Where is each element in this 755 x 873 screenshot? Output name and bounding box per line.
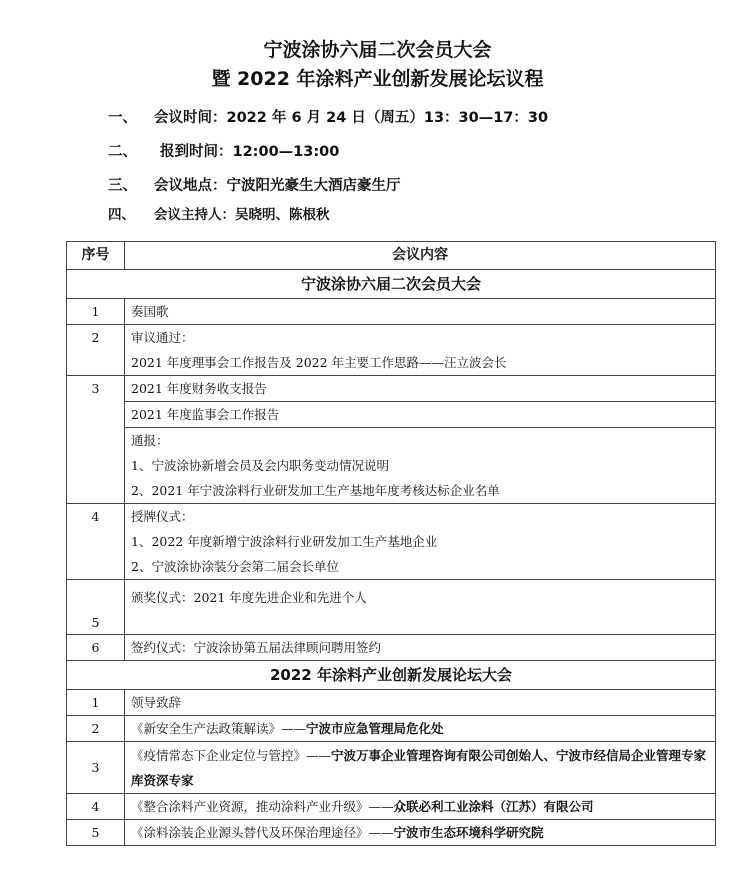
table-row [67, 325, 716, 376]
info-time [108, 106, 548, 127]
row-content [125, 325, 716, 376]
table-row [67, 299, 716, 325]
section2-title: 2022 年涂料产业创新发展论坛大会 [67, 661, 716, 690]
row-content [125, 376, 716, 402]
row-content [125, 428, 716, 504]
row-index: 5 [67, 580, 125, 635]
info-text: 会议地点：宁波阳光豪生大酒店豪生厅 [154, 178, 401, 194]
talk-speaker: 众联必利工业涂料（江苏）有限公司 [393, 799, 594, 814]
row-index: 1 [67, 690, 125, 716]
content-line: 授牌仪式： [131, 509, 194, 524]
table-header-row [67, 242, 716, 270]
row-content [125, 580, 716, 635]
row-content [125, 690, 716, 716]
table-row [67, 402, 716, 428]
info-text: 会议时间：2022 年 6 月 24 日（周五）13：30—17：30 [154, 110, 549, 126]
table-row [67, 820, 716, 846]
talk-speaker: 宁波万事企业管理咨询有限公司创始人、宁波市经信局企业管理专家库资深专家 [131, 747, 707, 788]
talk-speaker: 宁波市生态环境科学研究院 [393, 825, 544, 840]
info-num: 四、 [108, 207, 135, 223]
col-header-content: 会议内容 [125, 242, 716, 270]
content-line: 2、2021 年宁波涂料行业研发加工生产基地年度考核达标企业名单 [131, 483, 500, 498]
row-content [125, 716, 716, 742]
content-line [131, 716, 709, 741]
row-content [125, 504, 716, 580]
row-content [125, 794, 716, 820]
col-header-index: 序号 [67, 242, 125, 270]
table-row [67, 580, 716, 635]
section-row [67, 270, 716, 299]
content-line: 2021 年度财务收支报告 [131, 381, 267, 396]
info-text: 报到时间：12:00—13:00 [160, 144, 340, 160]
content-line: 领导致辞 [131, 695, 182, 710]
table-row [67, 635, 716, 661]
agenda-table [66, 241, 716, 846]
table-row [67, 690, 716, 716]
info-num: 一、 [108, 110, 137, 126]
content-line [131, 743, 709, 793]
row-index: 3 [67, 742, 125, 794]
row-content [125, 742, 716, 794]
page-title-line1: 宁波涂协六届二次会员大会 [263, 39, 492, 61]
content-line: 2、宁波涂协涂装分会第二届会长单位 [131, 559, 339, 574]
content-line: 通报： [131, 433, 169, 448]
talk-topic: 《整合涂料产业资源，推动涂料产业升级》—— [131, 799, 394, 814]
row-index: 4 [67, 794, 125, 820]
content-line [131, 794, 709, 819]
info-host [108, 203, 330, 223]
table-row [67, 504, 716, 580]
row-index: 1 [67, 299, 125, 325]
content-line [131, 820, 709, 845]
info-text: 会议主持人：吴晓明、陈根秋 [154, 207, 330, 223]
row-index: 2 [67, 716, 125, 742]
table-row [67, 716, 716, 742]
content-line: 签约仪式：宁波涂协第五届法律顾问聘用签约 [131, 640, 382, 655]
info-venue [108, 174, 401, 195]
info-num: 二、 [108, 144, 137, 160]
info-num: 三、 [108, 178, 137, 194]
row-content [125, 820, 716, 846]
row-index: 4 [67, 504, 125, 580]
table-row [67, 742, 716, 794]
content-line: 颁奖仪式：2021 年度先进企业和先进个人 [131, 590, 367, 605]
row-content [125, 299, 716, 325]
talk-topic: 《疫情常态下企业定位与管控》—— [131, 747, 332, 763]
table-row [67, 376, 716, 402]
row-index: 6 [67, 635, 125, 661]
table-row [67, 428, 716, 504]
content-line: 奏国歌 [131, 304, 169, 319]
info-checkin [108, 140, 339, 161]
content-line: 2021 年度监事会工作报告 [131, 407, 280, 422]
talk-speaker: 宁波市应急管理局危化处 [306, 721, 444, 736]
content-line: 2021 年度理事会工作报告及 2022 年主要工作思路——汪立波会长 [131, 355, 507, 370]
section1-title: 宁波涂协六届二次会员大会 [67, 270, 716, 299]
row-content [125, 402, 716, 428]
content-line: 1、2022 年度新增宁波涂料行业研发加工生产基地企业 [131, 534, 438, 549]
talk-topic: 《涂料涂装企业源头替代及环保治理途径》—— [131, 825, 394, 840]
content-line: 1、宁波涂协新增会员及会内职务变动情况说明 [131, 458, 389, 473]
row-content [125, 635, 716, 661]
section-row [67, 661, 716, 690]
page-title-line2: 暨 2022 年涂料产业创新发展论坛议程 [211, 68, 544, 90]
talk-topic: 《新安全生产法政策解读》—— [131, 721, 307, 736]
row-index: 3 [67, 376, 125, 504]
row-index: 5 [67, 820, 125, 846]
table-row [67, 794, 716, 820]
row-index: 2 [67, 325, 125, 376]
content-line: 审议通过： [131, 330, 194, 345]
